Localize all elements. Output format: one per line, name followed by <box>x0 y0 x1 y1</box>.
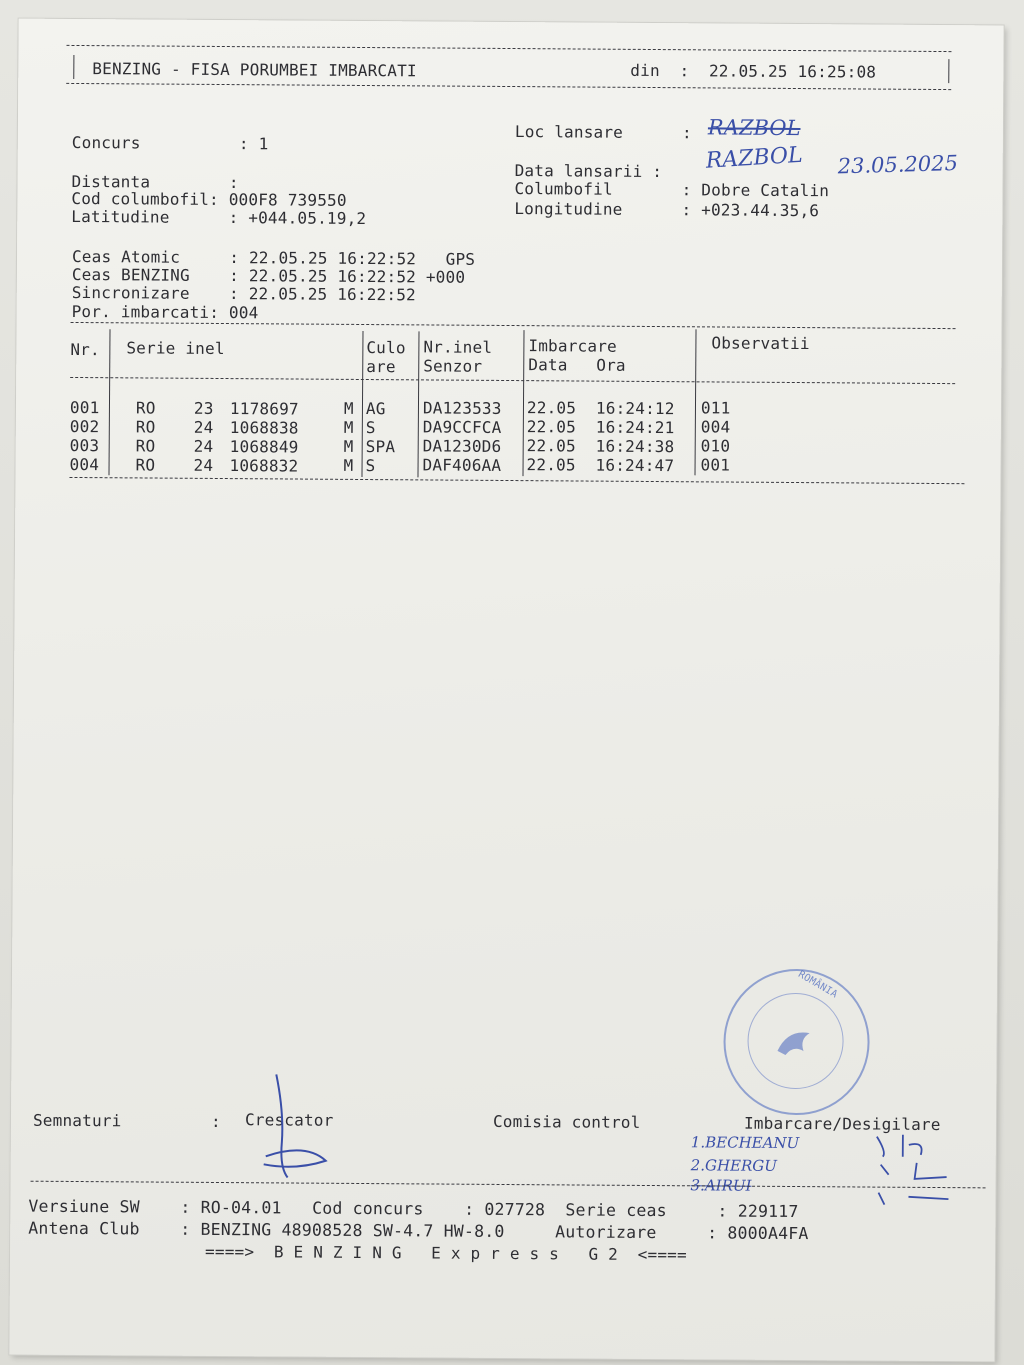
row-data: 22.05 <box>526 398 577 418</box>
col-sep-3 <box>417 331 419 477</box>
ceas-benzing-field: Ceas BENZING : 22.05.25 16:22:52 +000 <box>71 264 466 287</box>
crescator-signature <box>246 1072 357 1183</box>
row-sex: M <box>343 398 354 418</box>
row-obs: 004 <box>700 417 731 437</box>
commission-member-1: 1.BECHEANU <box>690 1133 800 1153</box>
row-an: 23 <box>193 398 214 418</box>
row-serie: 1068838 <box>229 418 299 438</box>
row-ora: 16:24:38 <box>595 436 675 457</box>
cod-columbofil-field: Cod columbofil: 000F8 739550 <box>71 188 347 210</box>
row-data: 22.05 <box>526 436 576 456</box>
row-culoare: SPA <box>365 437 396 457</box>
row-culoare: S <box>365 456 376 476</box>
comisia-label: Comisia control <box>492 1111 641 1132</box>
row-an: 24 <box>193 436 214 456</box>
col-header-nr: Nr. <box>70 339 100 360</box>
row-data: 22.05 <box>526 455 576 475</box>
loc-lansare-handwriting: RAZBOL <box>705 142 804 174</box>
stamp-bird-icon <box>725 971 868 1114</box>
row-nr: 002 <box>69 416 100 437</box>
row-senzor: DA9CCFCA <box>422 417 502 437</box>
row-tara: RO <box>135 417 156 437</box>
row-senzor: DAF406AA <box>422 455 502 475</box>
col-header-data: Data <box>528 355 568 375</box>
col-header-serie: Serie inel <box>126 338 225 359</box>
row-culoare: S <box>365 418 376 438</box>
row-nr: 001 <box>69 397 100 418</box>
crescator-label: Crescator <box>244 1110 334 1130</box>
row-ora: 16:24:12 <box>595 398 675 419</box>
semnaturi-colon: : <box>210 1111 221 1132</box>
header-bottom-rule <box>66 83 951 90</box>
stamp-text: ROMÂNIA <box>796 968 840 1001</box>
col-sep-1 <box>108 329 110 475</box>
row-nr: 003 <box>69 435 100 456</box>
col-header-imbarcare: Imbarcare <box>528 336 617 356</box>
latitudine-field: Latitudine : +044.05.19,2 <box>71 206 367 229</box>
footer-top-rule <box>31 1181 986 1189</box>
row-sex: M <box>343 436 354 456</box>
document-sheet <box>9 19 1003 1362</box>
footer-versiune-line: Versiune SW : RO-04.01 Cod concurs : 027728 Serie ceas : 229117 <box>28 1196 799 1222</box>
header-right-bar <box>948 59 949 83</box>
row-serie: 1068849 <box>229 437 299 457</box>
commission-member-2: 2.GHERGU <box>690 1156 777 1175</box>
porumbei-imbarcati-field: Por. imbarcati: 004 <box>71 301 259 323</box>
loc-lansare-struck-handwriting: RAZBOL <box>707 115 801 141</box>
commission-member-3: 3.AIRUI <box>690 1176 752 1195</box>
footer-antena-line: Antena Club : BENZING 48908528 SW-4.7 HW-8.0 Autorizare : 8000A4FA <box>28 1218 809 1244</box>
ceas-atomic-field: Ceas Atomic : 22.05.25 16:22:52 GPS <box>71 246 476 269</box>
row-ora: 16:24:21 <box>595 417 675 438</box>
official-stamp <box>723 969 870 1116</box>
col-header-nr-inel: Nr.inel <box>423 337 493 357</box>
col-header-culoare-1: Culo <box>366 338 406 358</box>
row-serie: 1178697 <box>229 399 299 419</box>
row-tara: RO <box>135 436 156 456</box>
imbarcare-label: Imbarcare/Desigilare <box>743 1113 941 1135</box>
commission-signatures <box>868 1127 979 1208</box>
row-tara: RO <box>135 398 156 418</box>
header-top-rule <box>66 45 951 52</box>
col-sep-5 <box>695 329 697 475</box>
col-sep-4 <box>522 330 524 476</box>
row-serie: 1068832 <box>229 456 299 476</box>
footer-banner: ====> B E N Z I N G E x p r e s s G 2 <==== <box>205 1241 687 1265</box>
row-an: 24 <box>193 455 214 475</box>
row-obs: 010 <box>700 436 731 456</box>
data-lansarii-field: Data lansarii : <box>514 161 663 182</box>
date-handwriting: 23.05.2025 <box>837 151 959 179</box>
col-sep-2 <box>361 331 363 477</box>
row-tara: RO <box>135 455 156 475</box>
col-header-culoare-2: are <box>366 357 396 377</box>
table-bottom-rule <box>69 477 964 484</box>
row-obs: 001 <box>700 455 731 475</box>
row-an: 24 <box>193 417 214 437</box>
row-ora: 16:24:47 <box>595 455 675 476</box>
sincronizare-field: Sincronizare : 22.05.25 16:22:52 <box>71 282 416 305</box>
distanta-field: Distanta : <box>71 171 239 193</box>
col-header-ora: Ora <box>596 355 626 375</box>
row-nr: 004 <box>69 454 100 475</box>
row-culoare: AG <box>365 399 386 419</box>
semnaturi-label: Semnaturi <box>32 1110 122 1131</box>
row-senzor: DA123533 <box>422 398 502 418</box>
row-sex: M <box>343 417 354 437</box>
page-title: BENZING - FISA PORUMBEI IMBARCATI <box>92 59 417 81</box>
concurs-field: Concurs : 1 <box>71 132 269 154</box>
longitudine-field: Longitudine : +023.44.35,6 <box>514 199 820 221</box>
col-header-observatii: Observatii <box>711 333 810 354</box>
row-data: 22.05 <box>526 417 577 437</box>
row-sex: M <box>343 455 354 475</box>
table-top-rule <box>71 322 956 329</box>
columbofil-field: Columbofil : Dobre Catalin <box>514 179 830 201</box>
print-date: din : 22.05.25 16:25:08 <box>630 60 877 82</box>
row-obs: 011 <box>700 398 731 418</box>
col-header-senzor: Senzor <box>423 356 483 376</box>
table-header-rule <box>70 377 955 384</box>
loc-lansare-field: Loc lansare : <box>514 122 692 143</box>
header-left-bar <box>73 55 74 79</box>
row-senzor: DA1230D6 <box>422 436 502 456</box>
